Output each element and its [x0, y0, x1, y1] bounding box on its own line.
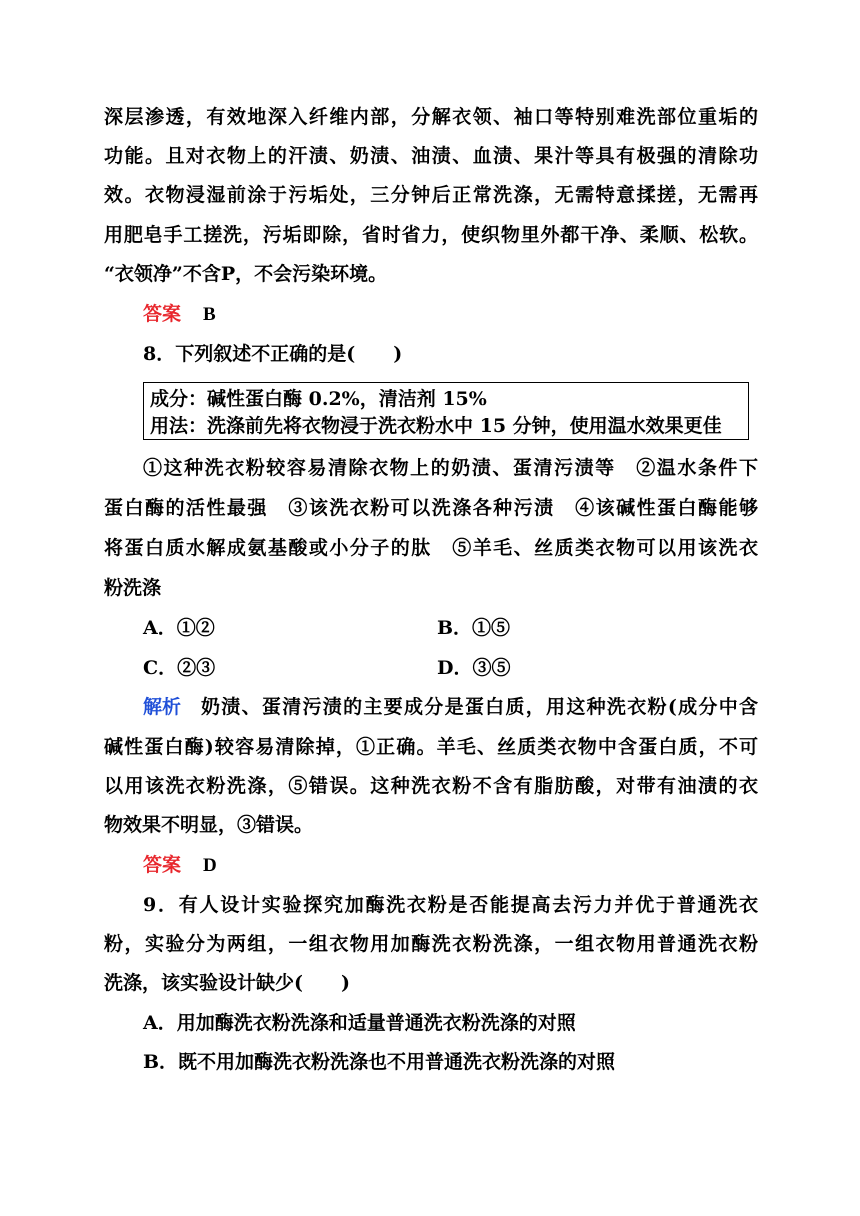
product-info-box: [143, 382, 749, 440]
intro-line-4: 用肥皂手工搓洗，污垢即除，省时省力，使织物里外都干净、柔顺、松软。: [104, 224, 758, 246]
question-8-stem: 8．下列叙述不正确的是( ): [143, 343, 403, 365]
product-usage: 用法：洗涤前先将衣物浸于洗衣粉水中 15 分钟，使用温水效果更佳: [150, 415, 722, 437]
q9-stem-line-1: 9．有人设计实验探究加酶洗衣粉是否能提高去污力并优于普通洗衣: [143, 894, 758, 916]
q8-statement-line-1: ①这种洗衣粉较容易清除衣物上的奶渍、蛋清污渍等 ②温水条件下: [143, 457, 758, 479]
q9-stem-line-3: 洗涤，该实验设计缺少( ): [104, 972, 350, 994]
q9-option-a: A．用加酶洗衣粉洗涤和适量普通洗衣粉洗涤的对照: [143, 1012, 576, 1034]
q8-analysis-line-3: 以用该洗衣粉洗涤，⑤错误。这种洗衣粉不含有脂肪酸，对带有油渍的衣: [104, 775, 758, 797]
q9-option-b: B．既不用加酶洗衣粉洗涤也不用普通洗衣粉洗涤的对照: [143, 1051, 616, 1073]
answer-label: 答案: [143, 303, 182, 325]
intro-line-1: 深层渗透，有效地深入纤维内部，分解衣领、袖口等特别难洗部位重垢的: [104, 106, 758, 128]
intro-line-2: 功能。且对衣物上的汗渍、奶渍、油渍、血渍、果汁等具有极强的清除功: [104, 145, 758, 167]
intro-line-3: 效。衣物浸湿前涂于污垢处，三分钟后正常洗涤，无需特意揉搓，无需再: [104, 184, 758, 206]
q8-analysis-line-1: [143, 694, 758, 720]
intro-line-5: “衣领净”不含P，不会污染环境。: [104, 263, 388, 285]
answer-8: [143, 852, 217, 879]
q8-statement-line-4: 粉洗涤: [104, 577, 162, 599]
answer-7: [143, 301, 216, 328]
q8-analysis-line-4: 物效果不明显，③错误。: [104, 814, 314, 836]
q8-statement-line-3: 将蛋白质水解成氨基酸或小分子的肽 ⑤羊毛、丝质类衣物可以用该洗衣: [104, 537, 758, 559]
product-ingredients: 成分：碱性蛋白酶 0.2%，清洁剂 15%: [150, 388, 487, 410]
q8-statement-line-2: 蛋白酶的活性最强 ③该洗衣粉可以洗涤各种污渍 ④该碱性蛋白酶能够: [104, 497, 758, 519]
q8-option-c: C．②③: [143, 657, 216, 679]
answer-value: D: [203, 855, 217, 876]
q8-analysis-line-2: 碱性蛋白酶)较容易清除掉，①正确。羊毛、丝质类衣物中含蛋白质，不可: [104, 736, 758, 758]
q8-option-b: B．①⑤: [437, 617, 511, 639]
answer-label: 答案: [143, 854, 182, 876]
q9-stem-line-2: 粉，实验分为两组，一组衣物用加酶洗衣粉洗涤，一组衣物用普通洗衣粉: [104, 933, 758, 955]
q8-option-d: D．③⑤: [437, 657, 511, 679]
answer-value: B: [203, 304, 216, 325]
analysis-label: 解析: [143, 696, 182, 718]
analysis-text-1: 奶渍、蛋清污渍的主要成分是蛋白质，用这种洗衣粉(成分中含: [201, 696, 758, 718]
q8-option-a: A．①②: [143, 617, 215, 639]
